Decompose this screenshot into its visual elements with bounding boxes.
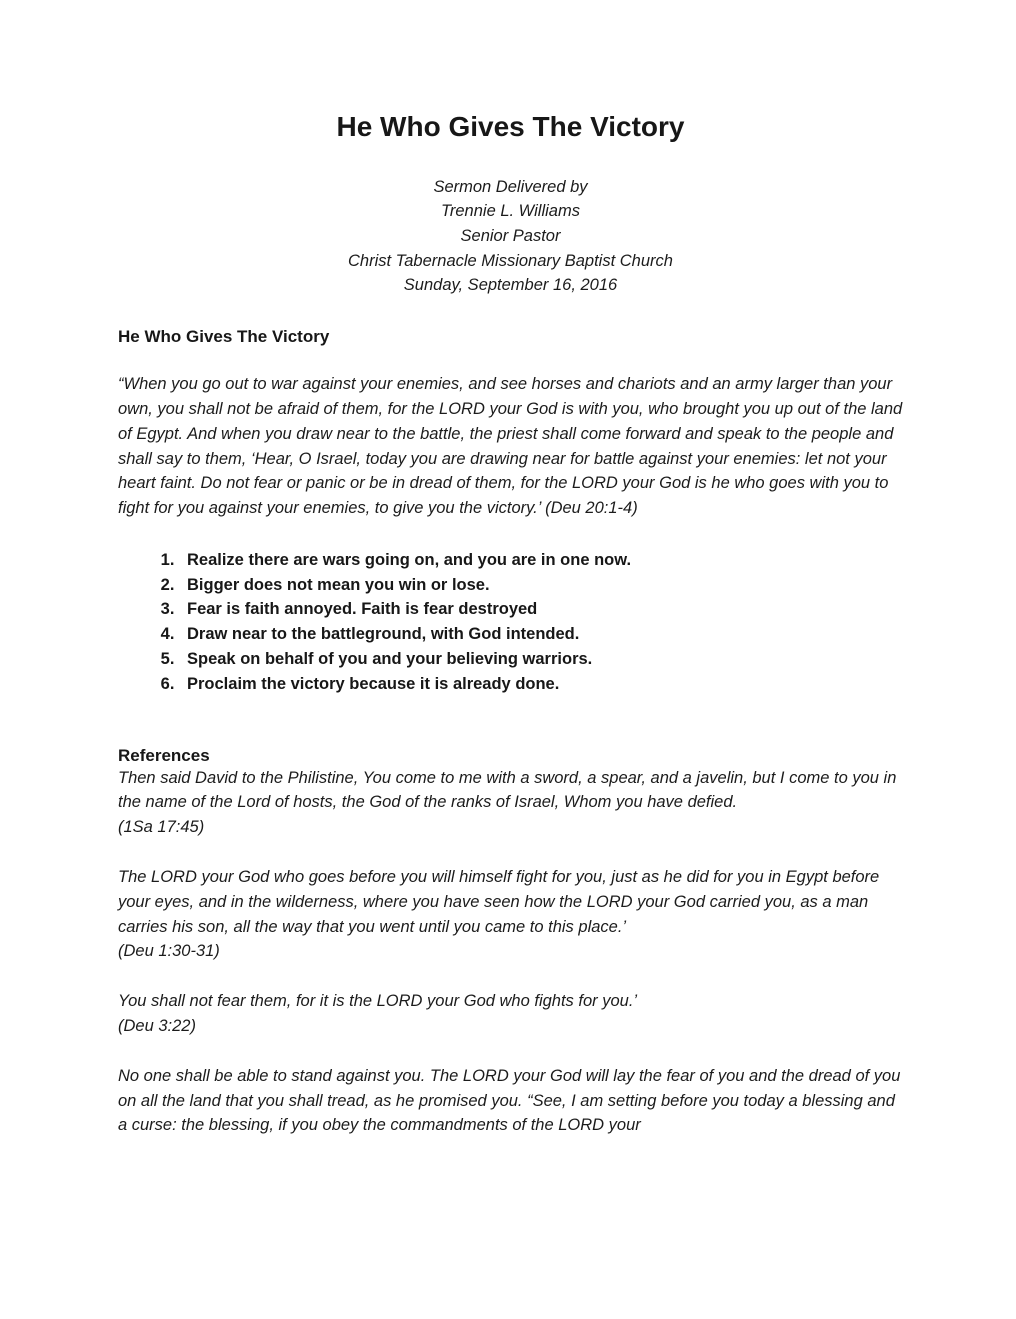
reference-text: No one shall be able to stand against you. The LORD your God will lay the fear of you and the dread of you on all the land that you shall tread, as he promised you. “See, I am setting before you today a blessing and a curse: the blessing, if you obey the commandments of the LORD your <box>118 1066 901 1135</box>
subtitle-line-church: Christ Tabernacle Missionary Baptist Church <box>348 251 673 270</box>
sermon-point-3: 3. Fear is faith annoyed. Faith is fear destroyed <box>179 597 903 622</box>
reference-citation: (Deu 1:30-31) <box>118 942 220 961</box>
sermon-point-4: 4. Draw near to the battleground, with God intended. <box>179 622 903 647</box>
references-heading: References <box>118 745 210 765</box>
references-section <box>118 746 903 1139</box>
reference-item-deu-1-30-31 <box>118 865 903 964</box>
reference-text: The LORD your God who goes before you will himself fight for you, just as he did for you in Egypt before your eyes, and in the wilderness, where you have seen how the LORD your God carried you, as a man carries his son, all the way that you went until you came to this place.’ <box>118 868 880 936</box>
sermon-point-2: 2. Bigger does not mean you win or lose. <box>179 573 903 598</box>
document-title: He Who Gives The Victory <box>336 111 685 142</box>
reference-item-1sa-17-45 <box>118 766 903 840</box>
subtitle-line-sermon-delivered-by: Sermon Delivered by <box>433 177 588 196</box>
reference-item-deu-3-22 <box>118 989 903 1039</box>
reference-citation: (Deu 3:22) <box>118 1017 196 1036</box>
subtitle-line-role: Senior Pastor <box>460 227 561 245</box>
sermon-point-1: 1. Realize there are wars going on, and you are in one now. <box>179 548 903 573</box>
sermon-point-5: 5. Speak on behalf of you and your believing warriors. <box>179 647 903 672</box>
reference-text: Then said David to the Philistine, You come to me with a sword, a spear, and a javelin, but I come to you in the name of the Lord of hosts, the God of the ranks of Israel, Whom you have defied. <box>118 768 897 812</box>
opening-scripture-quote: “When you go out to war against your enemies, and see horses and chariots and an army larger than your own, you shall not be afraid of them, for the LORD your God is with you, who brought you up out of the land of Egypt. And when you draw near to the battle, the priest shall come forward and speak to the people and shall say to them, ‘Hear, O Israel, today you are drawing near for battle against your enemies: let not your heart faint. Do not fear or panic or be in dread of them, for the LORD your God is he who goes with you to fight for you against your enemies, to give you the victory.’ (Deu 20:1-4) <box>118 375 903 518</box>
subtitle-line-date: Sunday, September 16, 2016 <box>403 276 618 295</box>
sermon-point-6: 6. Proclaim the victory because it is already done. <box>179 672 903 697</box>
sermon-points-list <box>146 548 903 697</box>
reference-item-final-truncated <box>118 1064 903 1138</box>
reference-text: You shall not fear them, for it is the LORD your God who fights for you.’ <box>118 992 638 1011</box>
subtitle-line-author: Trennie L. Williams <box>441 202 580 221</box>
subtitle-block <box>118 175 903 299</box>
section-heading: He Who Gives The Victory <box>118 327 330 347</box>
reference-citation: (1Sa 17:45) <box>118 818 205 837</box>
